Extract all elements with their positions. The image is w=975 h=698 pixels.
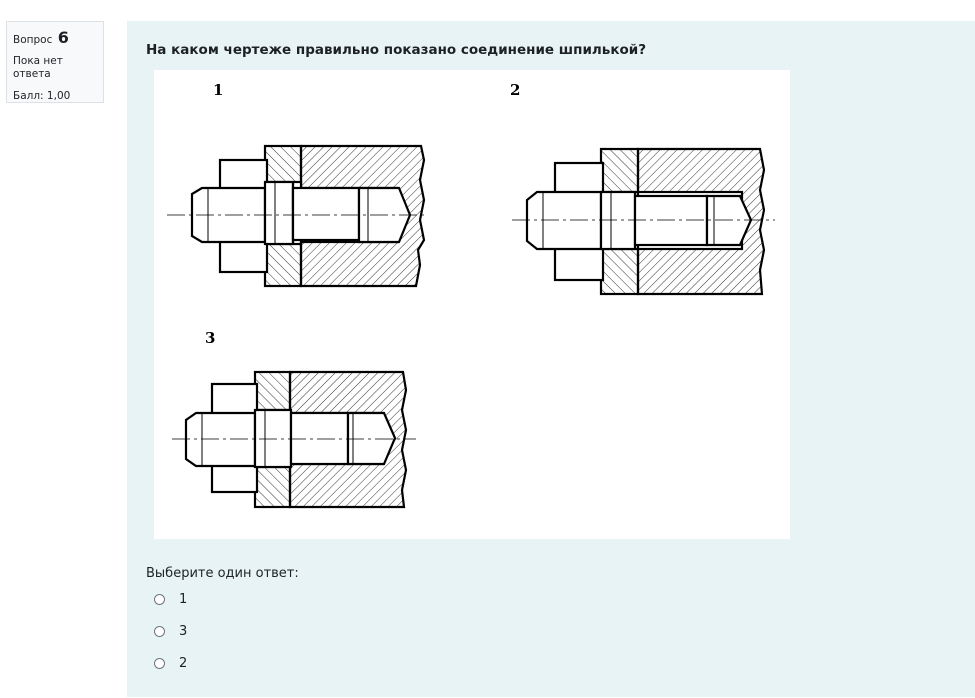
- radio-button[interactable]: [154, 626, 165, 637]
- answer-label: 2: [179, 655, 188, 671]
- drawing-3: [172, 372, 416, 507]
- answer-option-1[interactable]: [127, 587, 427, 611]
- question-image: [154, 70, 790, 539]
- answer-label: 3: [179, 623, 188, 639]
- figure-label-1: 1: [213, 81, 224, 99]
- question-number-value: 6: [57, 28, 69, 47]
- stud-joint-drawings: [154, 70, 790, 539]
- figure-label-3: 3: [205, 329, 216, 347]
- answer-option-2[interactable]: [127, 619, 427, 643]
- question-number: [13, 28, 97, 49]
- figure-label-2: 2: [510, 81, 521, 99]
- answer-option-3[interactable]: [127, 651, 427, 675]
- drawing-1: [167, 146, 426, 286]
- question-state: Пока нет ответа: [13, 54, 63, 81]
- question-text: На каком чертеже правильно показано соединение шпилькой?: [146, 42, 647, 58]
- question-content: [127, 21, 975, 697]
- radio-button[interactable]: [154, 658, 165, 669]
- answer-prompt: Выберите один ответ:: [146, 566, 299, 581]
- question-word: Вопрос: [13, 34, 53, 46]
- answer-label: 1: [179, 591, 188, 607]
- radio-button[interactable]: [154, 594, 165, 605]
- drawing-2: [512, 149, 775, 294]
- question-grade: Балл: 1,00: [13, 90, 71, 103]
- question-info-panel: [6, 21, 104, 103]
